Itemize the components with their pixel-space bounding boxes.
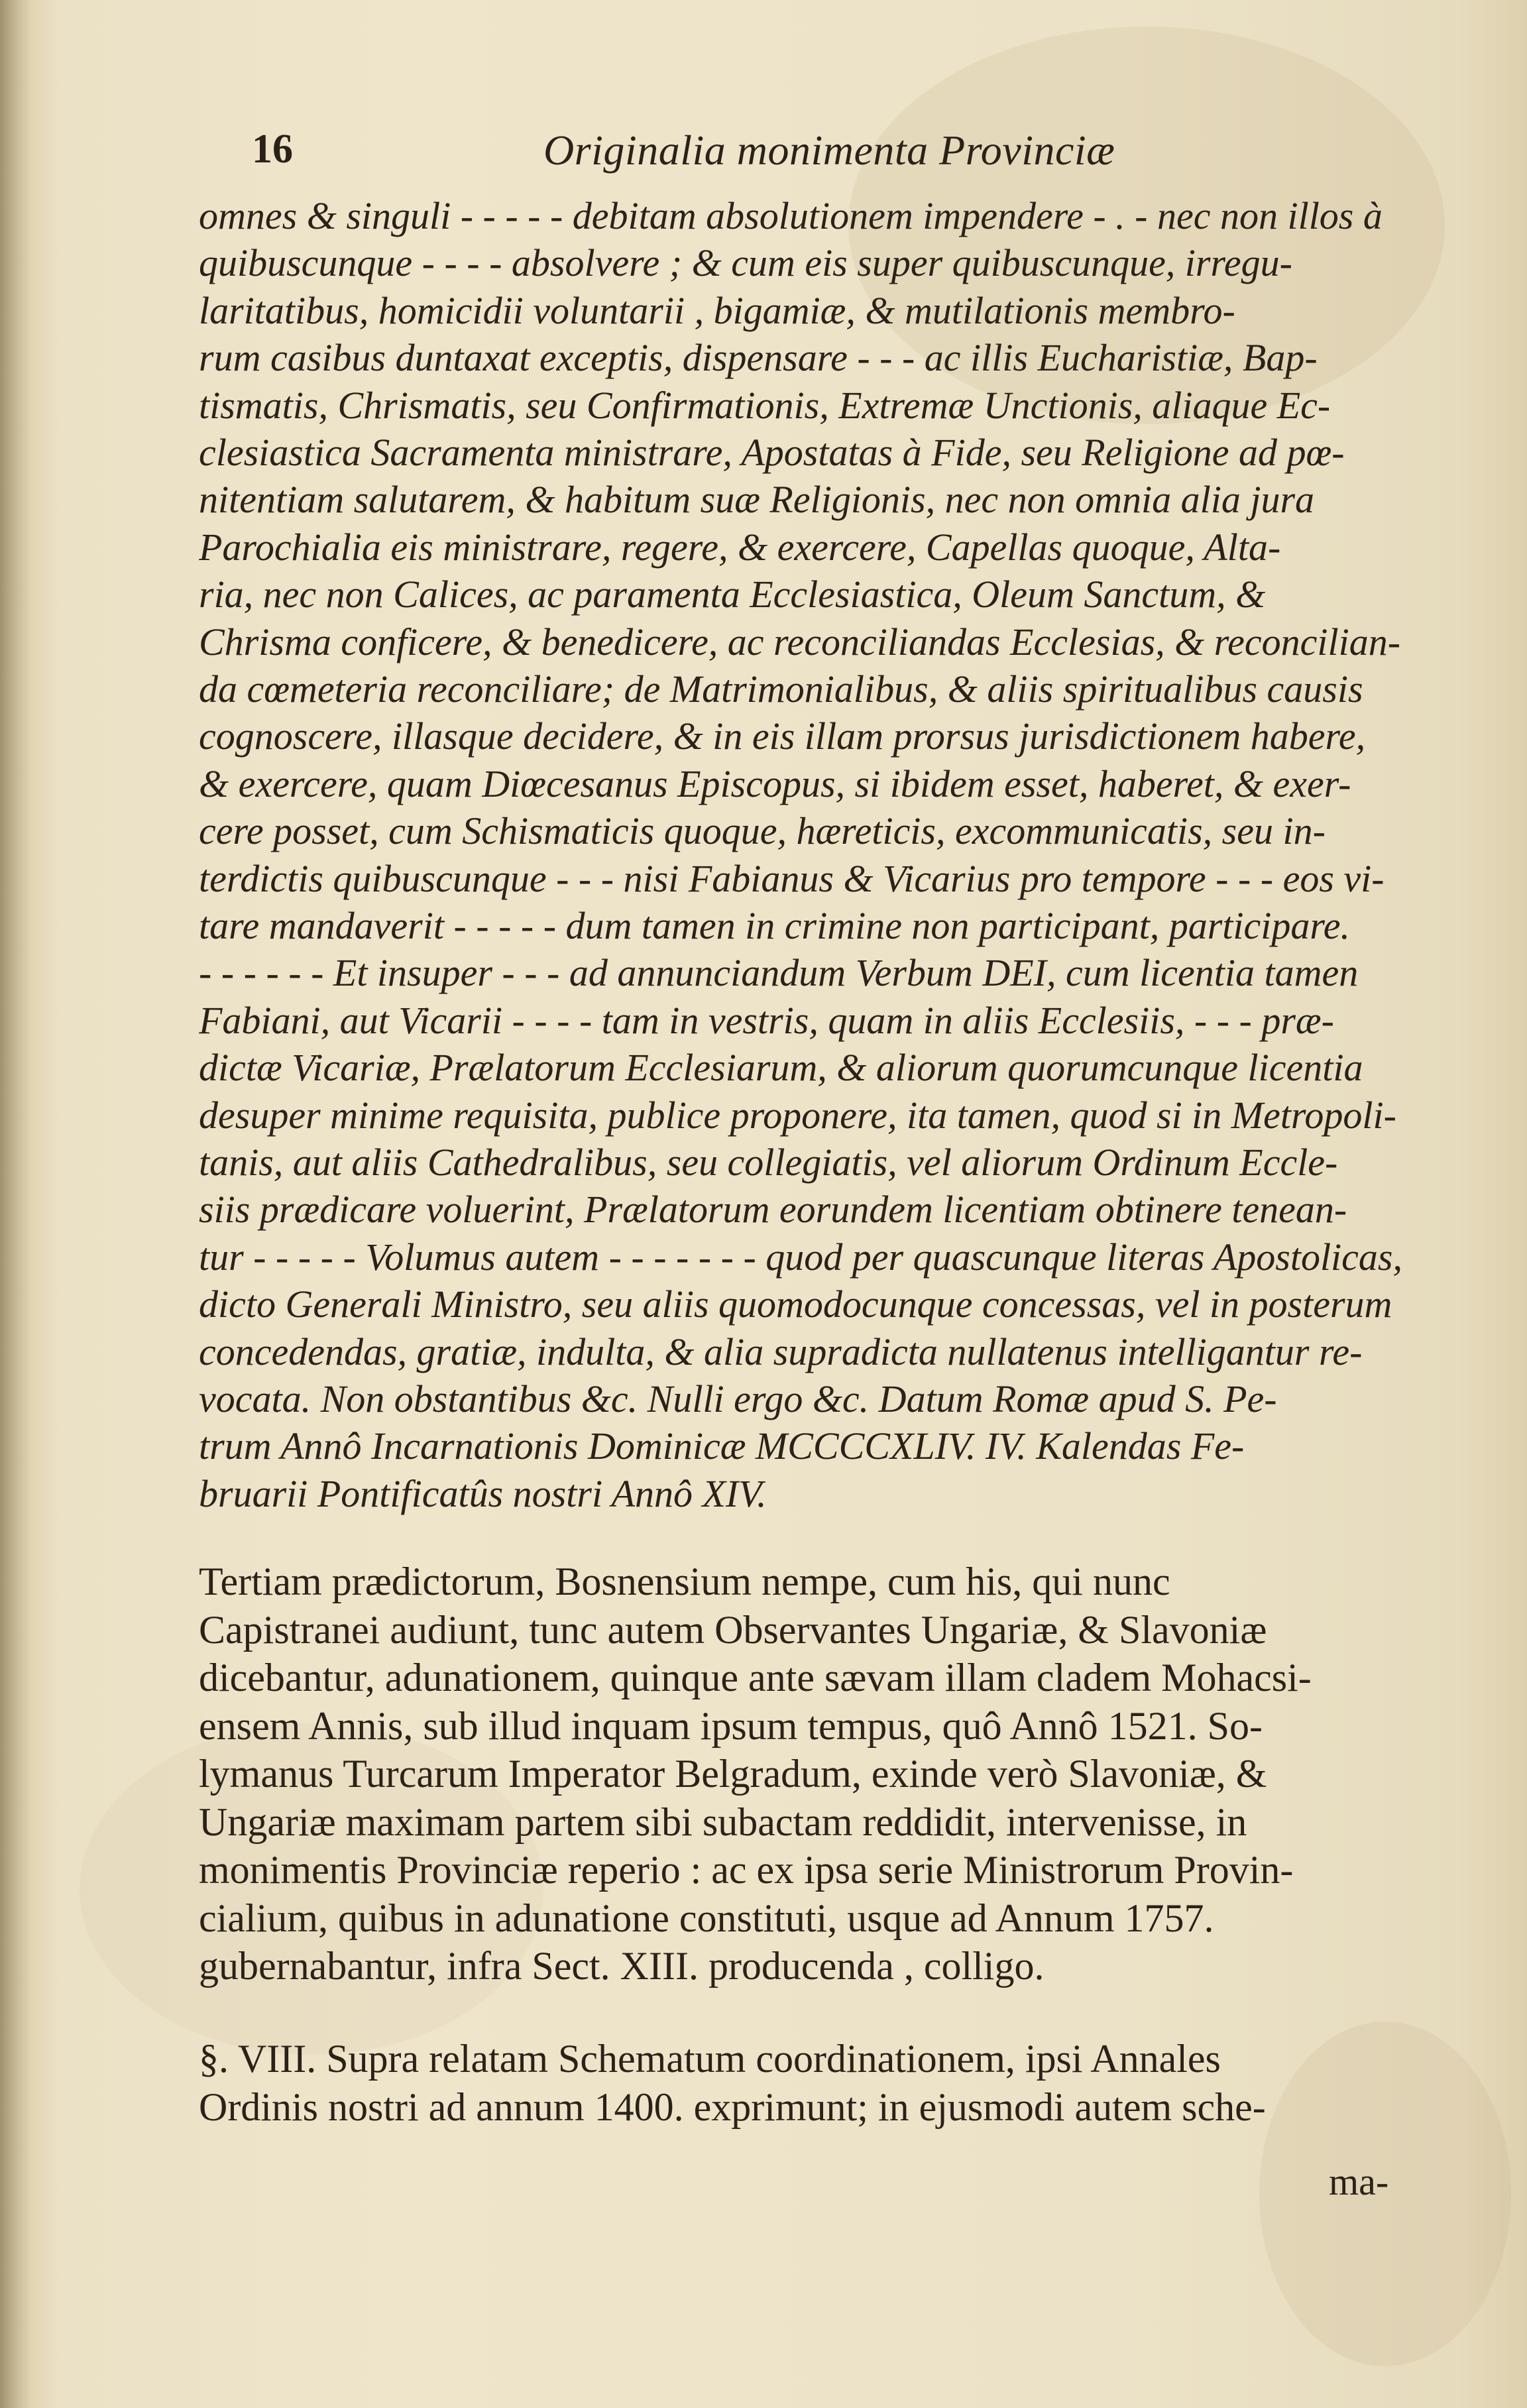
text-line: Chrisma conficere, & benedicere, ac reconciliandas Ecclesias, & reconcilian-: [199, 620, 1401, 663]
text-line: terdictis quibuscunque - - - nisi Fabianus & Vicarius pro tempore - - - eos vi-: [199, 856, 1385, 900]
text-line: quibuscunque - - - - absolvere ; & cum eis super quibuscunque, irregu-: [199, 241, 1292, 285]
text-line: bruarii Pontificatûs nostri Annô XIV.: [199, 1471, 767, 1515]
text-line: tismatis, Chrismatis, seu Confirmationis, Extremæ Unctionis, aliaque Ec-: [199, 383, 1331, 427]
text-line: siis prædicare voluerint, Prælatorum eorundem licentiam obtinere tenean-: [199, 1188, 1347, 1232]
text-line: Ordinis nostri ad annum 1400. exprimunt; in ejusmodi autem sche-: [199, 2085, 1266, 2129]
text-line: tare mandaverit - - - - - dum tamen in crimine non participant, participare.: [199, 904, 1351, 947]
text-line: nitentiam salutarem, & habitum suæ Religionis, nec non omnia alia jura: [199, 478, 1315, 522]
text-line: Parochialia eis ministrare, regere, & exercere, Capellas quoque, Alta-: [199, 525, 1281, 569]
text-line: desuper minime requisita, publice proponere, ita tamen, quod si in Metropoli-: [199, 1093, 1396, 1137]
text-line: & exercere, quam Diœcesanus Episcopus, si ibidem esset, haberet, & exer-: [199, 762, 1351, 805]
text-line: Ungariæ maximam partem sibi subactam reddidit, intervenisse, in: [199, 1800, 1247, 1844]
text-line: laritatibus, homicidii voluntarii , bigamiæ, & mutilationis membro-: [199, 288, 1235, 332]
text-line: dicebantur, adunationem, quinque ante sævam illam cladem Mohacsi-: [199, 1656, 1312, 1699]
text-line: monimentis Provinciæ reperio : ac ex ipsa serie Ministrorum Provin-: [199, 1848, 1294, 1892]
text-line: da cœmeteria reconciliare; de Matrimonialibus, & aliis spiritualibus causis: [199, 667, 1363, 711]
text-line: dicto Generali Ministro, seu aliis quomodocunque concessas, vel in posterum: [199, 1283, 1392, 1326]
running-head: Originalia monimenta Provinciæ: [543, 127, 1115, 174]
text-line: dictæ Vicariæ, Prælatorum Ecclesiarum, & aliorum quorumcunque licentia: [199, 1046, 1363, 1090]
catchword: ma-: [1329, 2160, 1389, 2203]
text-line: rum casibus duntaxat exceptis, dispensare - - - ac illis Eucharistiæ, Bap-: [199, 336, 1318, 380]
text-line: lymanus Turcarum Imperator Belgradum, exinde verò Slavoniæ, &: [199, 1752, 1267, 1796]
text-line: tur - - - - - Volumus autem - - - - - - - quod per quascunque literas Apostolicas,: [199, 1235, 1402, 1279]
text-line: ensem Annis, sub illud inquam ipsum tempus, quô Annô 1521. So-: [199, 1703, 1263, 1748]
text-line: tanis, aut aliis Cathedralibus, seu collegiatis, vel aliorum Ordinum Eccle-: [199, 1141, 1338, 1184]
text-line: §. VIII. Supra relatam Schematum coordinationem, ipsi Annales: [199, 2037, 1221, 2081]
text-line: Fabiani, aut Vicarii - - - - tam in vestris, quam in aliis Ecclesiis, - - - præ-: [199, 998, 1334, 1042]
page-number: 16: [252, 127, 293, 172]
text-line: gubernabantur, infra Sect. XIII. producenda , colligo.: [199, 1944, 1045, 1988]
text-line: vocata. Non obstantibus &c. Nulli ergo &c. Datum Romæ apud S. Pe-: [199, 1377, 1277, 1420]
text-line: cialium, quibus in adunatione constituti, usque ad Annum 1757.: [199, 1896, 1214, 1940]
text-line: ria, nec non Calices, ac paramenta Ecclesiastica, Oleum Sanctum, &: [199, 573, 1266, 616]
text-line: cere posset, cum Schismaticis quoque, hæreticis, excommunicatis, seu in-: [199, 809, 1326, 853]
text-line: concedendas, gratiæ, indulta, & alia supradicta nullatenus intelligantur re-: [199, 1330, 1363, 1373]
text-line: cognoscere, illasque decidere, & in eis illam prorsus jurisdictionem habere,: [199, 715, 1366, 758]
text-line: trum Annô Incarnationis Dominicæ MCCCCXLIV. IV. Kalendas Fe-: [199, 1424, 1245, 1468]
page-header: [199, 126, 1485, 186]
text-line: Capistranei audiunt, tunc autem Observantes Ungariæ, & Slavoniæ: [199, 1607, 1267, 1652]
text-line: clesiastica Sacramenta ministrare, Apostatas à Fide, seu Religione ad pœ-: [199, 431, 1345, 474]
text-line: omnes & singuli - - - - - debitam absolutionem impendere - . - nec non illos à: [199, 194, 1383, 237]
text-line: - - - - - - Et insuper - - - ad annunciandum Verbum DEI, cum licentia tamen: [199, 951, 1359, 995]
page-gutter: [0, 0, 30, 2408]
text-line: Tertiam prædictorum, Bosnensium nempe, cum his, qui nunc: [199, 1560, 1170, 1603]
